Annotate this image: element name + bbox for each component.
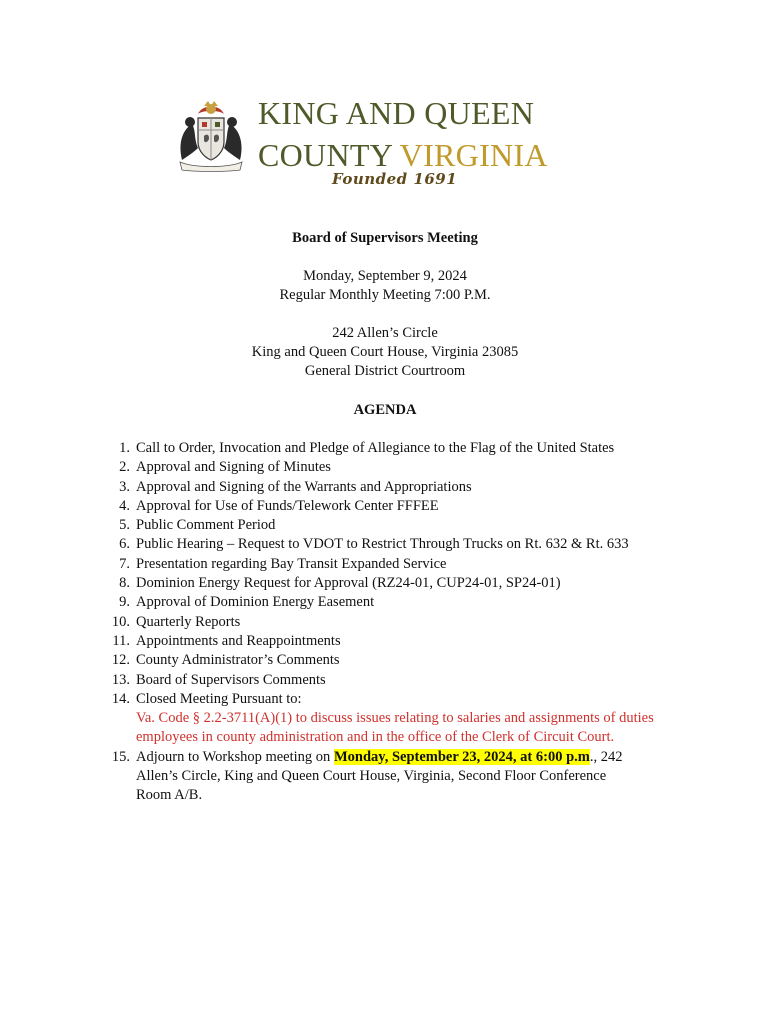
adjourn-line3: Room A/B.: [136, 787, 203, 804]
item-number: 6.: [119, 536, 130, 553]
agenda-item: [108, 497, 708, 516]
item-number: 1.: [119, 440, 130, 456]
item-text: Public Hearing – Request to VDOT to Restrict Through Trucks on Rt. 632 & Rt. 633: [136, 536, 629, 553]
county-seal-icon: [176, 100, 246, 172]
item-text: County Administrator’s Comments: [136, 652, 340, 669]
agenda-heading: AGENDA: [353, 402, 417, 418]
item-text: Dominion Energy Request for Approval (RZ24-01, CUP24-01, SP24-01): [136, 575, 561, 592]
item-text: Approval and Signing of the Warrants and Appropriations: [136, 478, 472, 495]
agenda-item: [108, 555, 708, 574]
agenda-item: [108, 613, 708, 632]
highlighted-date: Monday, September 23, 2024, at 6:00 p.m: [333, 748, 590, 765]
item-text: Approval for Use of Funds/Telework Center FFFEE: [136, 497, 439, 514]
county-title-line1: KING AND QUEEN: [258, 95, 535, 131]
item-text: Approval of Dominion Energy Easement: [136, 594, 375, 611]
address-line2: King and Queen Court House, Virginia 23085: [251, 344, 519, 360]
agenda-list: [108, 439, 708, 806]
county-word: COUNTY: [258, 137, 400, 173]
meeting-title: Board of Supervisors Meeting: [292, 230, 478, 246]
virginia-word: VIRGINIA: [399, 137, 548, 173]
agenda-item: [108, 516, 708, 535]
agenda-item: [108, 574, 708, 593]
agenda-item-closed-meeting: [108, 690, 708, 748]
address-line1: 242 Allen’s Circle: [332, 325, 438, 341]
item-number: 11.: [112, 632, 130, 649]
item-number: 14.: [111, 690, 130, 707]
item-number: 2.: [119, 459, 130, 476]
item-text: Closed Meeting Pursuant to:: [136, 690, 302, 707]
item-text: Public Comment Period: [136, 517, 276, 534]
item-number: 4.: [119, 497, 130, 514]
agenda-item: [108, 458, 708, 477]
county-title: [258, 92, 548, 176]
agenda-item: [108, 535, 708, 554]
item-number: 9.: [119, 594, 130, 611]
item-number: 8.: [119, 575, 130, 592]
agenda-item-adjourn: [108, 748, 708, 806]
meeting-time: Regular Monthly Meeting 7:00 P.M.: [279, 287, 491, 303]
item-number: 3.: [119, 478, 130, 495]
agenda-item: [108, 632, 708, 651]
meeting-date: Monday, September 9, 2024: [303, 268, 467, 284]
item-text: Adjourn to Workshop meeting on: [136, 748, 334, 765]
item-text: Appointments and Reappointments: [136, 632, 341, 649]
item-number: 7.: [119, 555, 130, 572]
meeting-room: General District Courtroom: [304, 363, 466, 379]
agenda-item: [108, 439, 708, 458]
item-number: 12.: [111, 652, 130, 669]
closed-meeting-code-line1: Va. Code § 2.2-3711(A)(1) to discuss issues relating to salaries and assignments of duties: [136, 710, 654, 727]
agenda-item: [108, 671, 708, 690]
adjourn-line2: Allen’s Circle, King and Queen Court House, Virginia, Second Floor Conference: [136, 768, 607, 785]
founded-tagline: Founded 1691: [332, 170, 458, 188]
item-text: Approval and Signing of Minutes: [136, 459, 331, 476]
item-number: 13.: [111, 671, 130, 688]
closed-meeting-code-line2: employees in county administration and in the office of the Clerk of Circuit Court.: [136, 729, 615, 746]
item-number: 15.: [111, 748, 130, 765]
agenda-item: [108, 651, 708, 670]
item-number: 10.: [111, 613, 130, 630]
item-text: Presentation regarding Bay Transit Expanded Service: [136, 555, 447, 572]
item-text: Call to Order, Invocation and Pledge of Allegiance to the Flag of the United States: [136, 440, 615, 456]
item-text: Board of Supervisors Comments: [136, 671, 326, 688]
item-text: Quarterly Reports: [136, 613, 241, 630]
item-number: 5.: [119, 517, 130, 534]
item-text-suffix: ., 242: [589, 748, 623, 765]
agenda-item: [108, 593, 708, 612]
agenda-item: [108, 478, 708, 497]
